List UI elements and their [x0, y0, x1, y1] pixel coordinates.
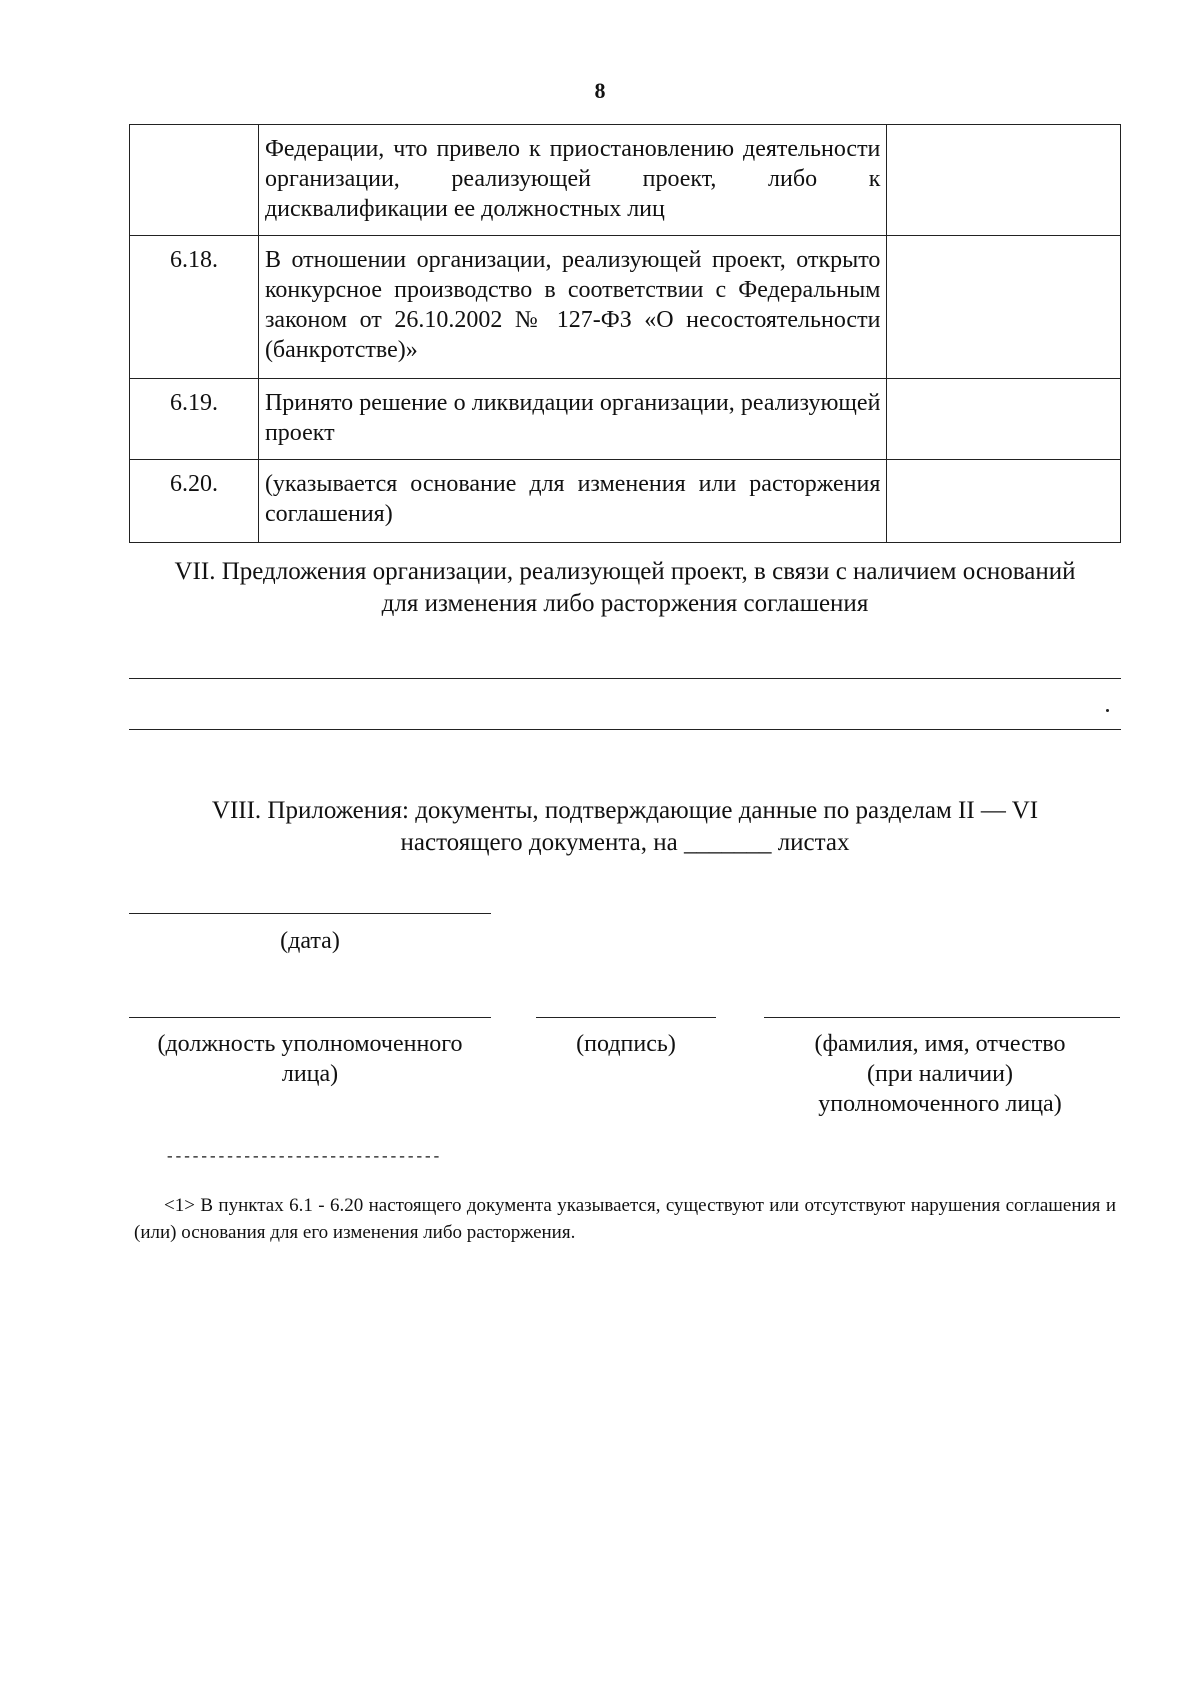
criteria-table: [129, 124, 1121, 543]
proposal-line-2: [129, 729, 1121, 730]
page-number: 8: [594, 78, 606, 103]
stray-dot: [1106, 709, 1109, 712]
position-line: [129, 1017, 491, 1018]
signature-caption: (подпись): [576, 1031, 676, 1057]
row-number: [130, 125, 259, 236]
row-number: 6.19.: [130, 379, 259, 460]
table-row: [130, 236, 1121, 379]
table-row: [130, 460, 1121, 543]
row-mark-cell: [887, 236, 1121, 379]
table-row: [130, 125, 1121, 236]
row-number: 6.20.: [130, 460, 259, 543]
section-7-line-1: VII. Предложения организации, реализующей проект, в связи с наличием оснований: [174, 558, 1076, 585]
row-text: (указывается основание для изменения или расторжения соглашения): [258, 460, 886, 543]
section-8-title: [130, 795, 1120, 859]
footnote: <1> В пунктах 6.1 - 6.20 настоящего документа указывается, существуют или отсутствуют нарушения соглашения и (или) основания для его изменения либо расторжения.: [134, 1195, 1116, 1243]
section-8-line-2: настоящего документа, на _______ листах: [400, 829, 850, 856]
section-7-title: [130, 556, 1120, 620]
date-line: [129, 913, 491, 914]
section-8-line-1: VIII. Приложения: документы, подтверждающие данные по разделам II — VI: [211, 797, 1039, 824]
row-text: Федерации, что привело к приостановлению деятельности организации, реализующей проект, либо к дисквалификации ее должностных лиц: [258, 125, 886, 236]
date-caption: (дата): [280, 928, 340, 954]
row-text: В отношении организации, реализующей проект, открыто конкурсное производство в соответствии с Федеральным законом от 26.10.2002 № 127-ФЗ «О несостоятельности (банкротстве)»: [258, 236, 886, 379]
table-row: [130, 379, 1121, 460]
proposal-line-1: [129, 678, 1121, 679]
section-7-line-2: для изменения либо расторжения соглашения: [381, 590, 869, 617]
signature-line: [536, 1017, 716, 1018]
footnote-separator: --------------------------------: [165, 1148, 441, 1166]
name-line: [764, 1017, 1120, 1018]
name-caption: (фамилия, имя, отчество (при наличии) уполномоченного лица): [814, 1031, 1066, 1117]
row-mark-cell: [887, 125, 1121, 236]
row-text: Принято решение о ликвидации организации, реализующей проект: [258, 379, 886, 460]
position-caption: (должность уполномоченного лица): [157, 1031, 463, 1087]
row-mark-cell: [887, 460, 1121, 543]
row-mark-cell: [887, 379, 1121, 460]
row-number: 6.18.: [130, 236, 259, 379]
